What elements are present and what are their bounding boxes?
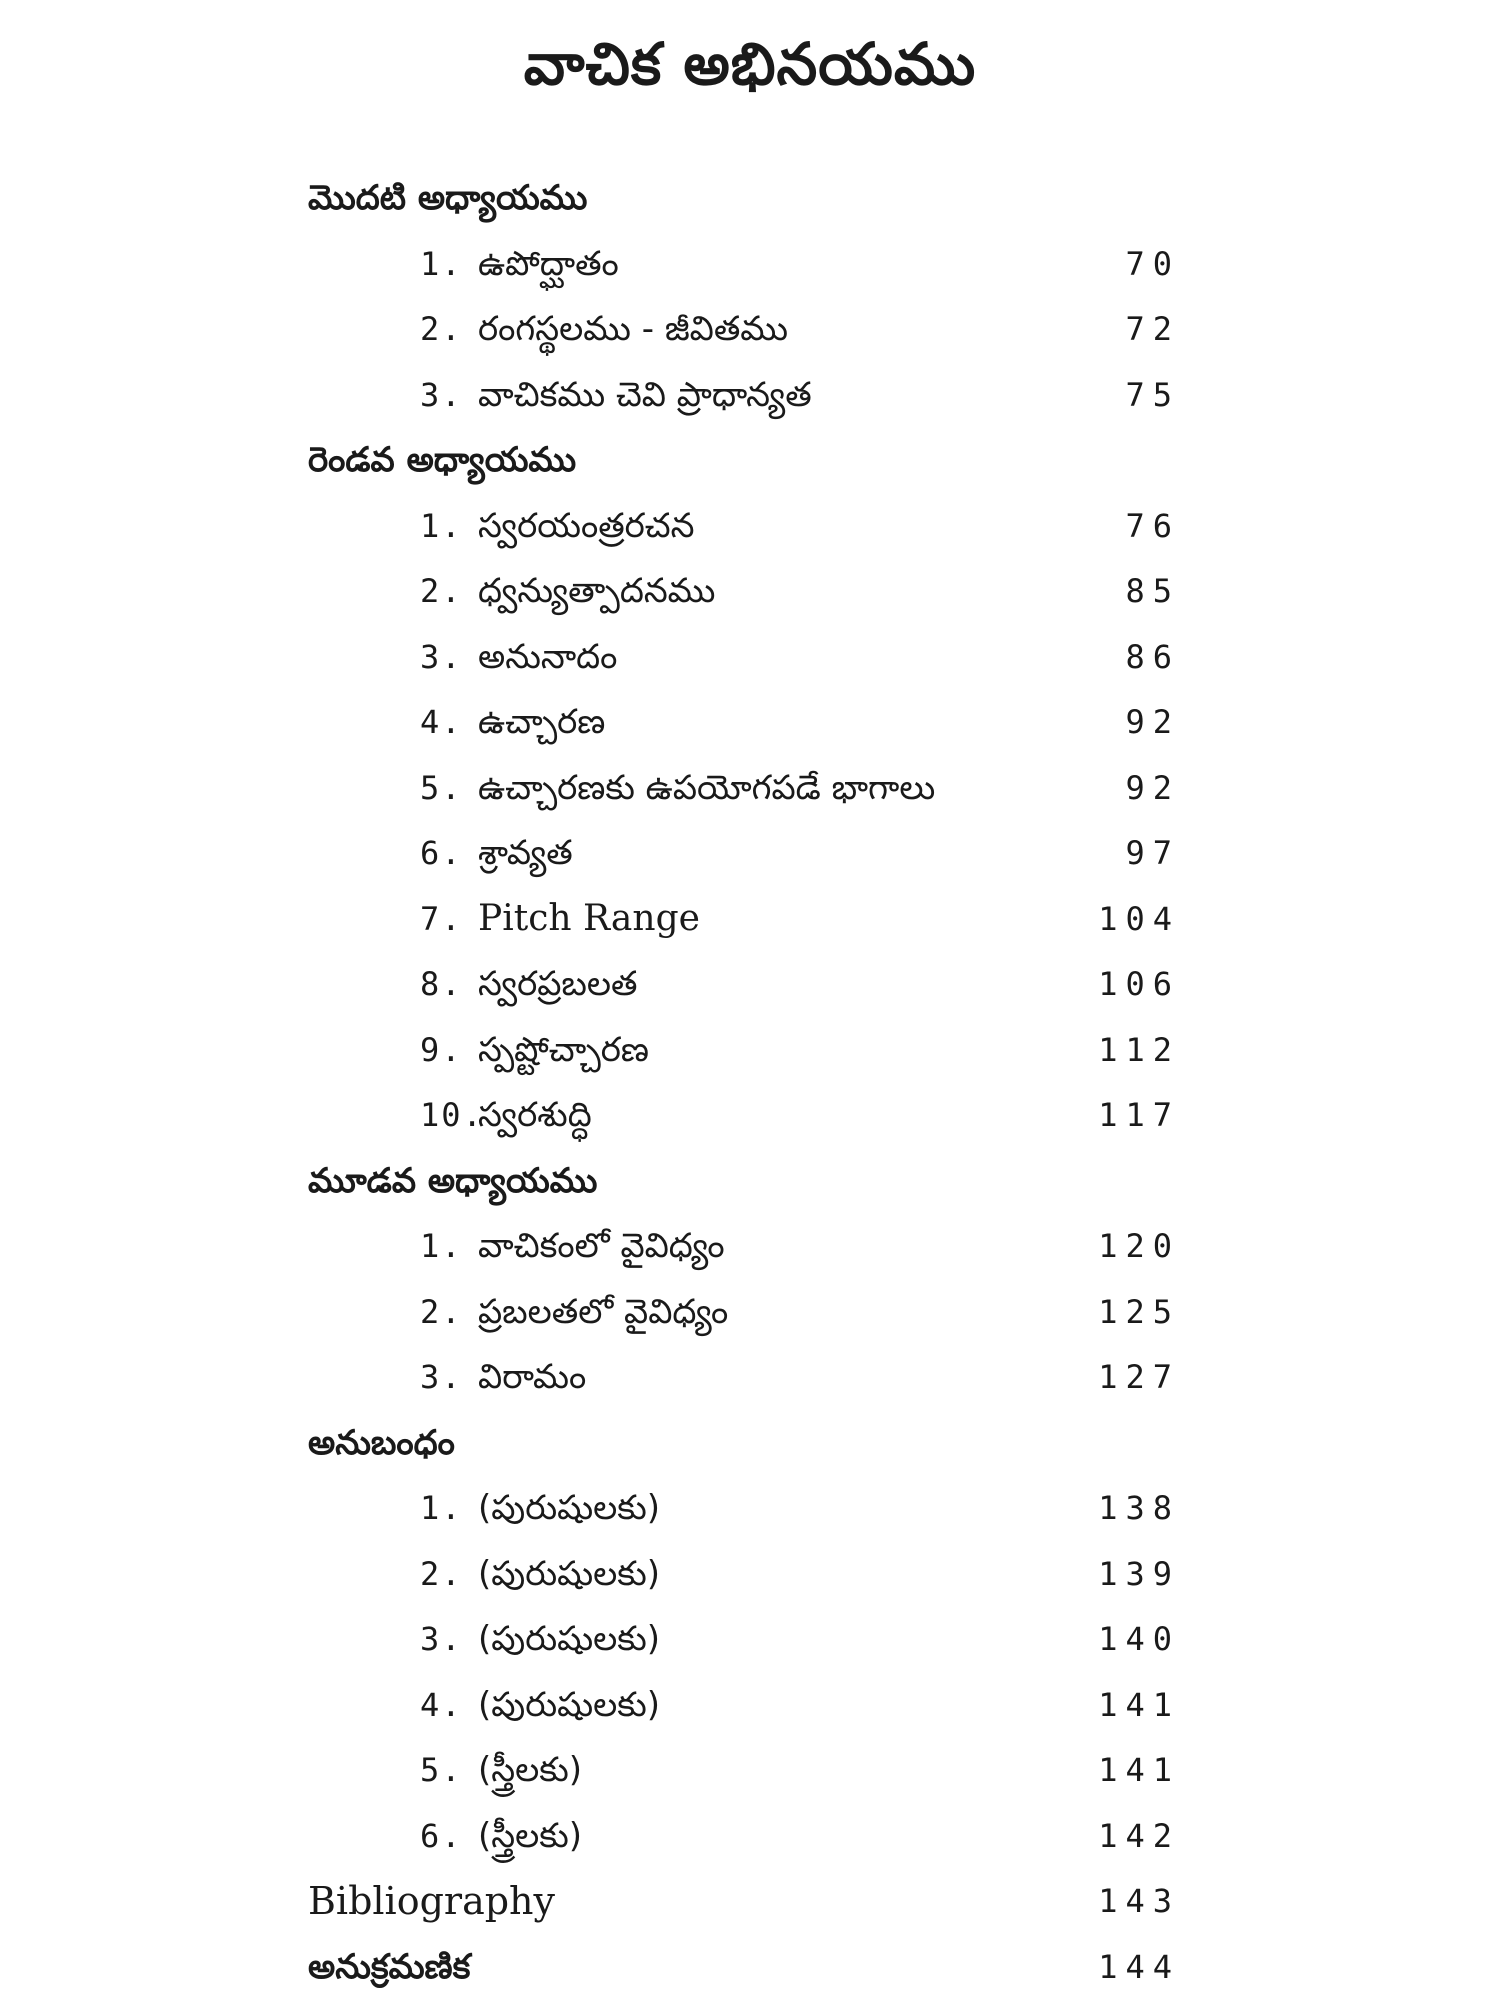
back-matter-page-number: 144 (1098, 1947, 1180, 1986)
entry-title: వాచికము చెవి ప్రాధాన్యత (478, 374, 812, 415)
toc-entry[interactable] (420, 365, 1180, 425)
entry-number: 1. (420, 1227, 463, 1265)
entry-title: వాచికంలో వైవిధ్యం (478, 1226, 725, 1266)
toc-entry[interactable] (420, 1544, 1180, 1604)
chapter-heading: మూడవ అధ్యాయము (308, 1160, 598, 1201)
entry-title: (పురుషులకు) (478, 1684, 661, 1725)
toc-entry[interactable] (420, 496, 1180, 556)
entry-number: 7. (420, 899, 463, 938)
toc-entry[interactable] (420, 889, 1180, 949)
entry-number: 1. (420, 1489, 463, 1527)
entry-number: 8. (420, 965, 463, 1003)
entry-title: స్వరశుద్ధి (478, 1095, 592, 1135)
entry-page-number: 86 (1125, 637, 1180, 676)
toc-entry[interactable] (420, 758, 1180, 818)
entry-number: 5. (420, 768, 463, 807)
toc-entry[interactable] (420, 1085, 1180, 1145)
entry-number: 4. (420, 703, 463, 741)
entry-number: 2. (420, 310, 463, 348)
entry-title: ప్రబలతలో వైవిధ్యం (478, 1291, 729, 1332)
toc-entry[interactable] (420, 234, 1180, 294)
entry-number: 9. (420, 1030, 463, 1069)
entry-number: 3. (420, 375, 463, 414)
entry-number: 3. (420, 637, 463, 676)
toc-entry[interactable] (420, 823, 1180, 883)
entry-title: (పురుషులకు) (478, 1488, 661, 1528)
entry-number: 2. (420, 572, 463, 610)
entry-page-number: 127 (1098, 1358, 1180, 1396)
entry-page-number: 141 (1098, 1685, 1180, 1724)
back-matter-entry[interactable] (308, 1871, 1180, 1931)
entry-page-number: 138 (1098, 1489, 1180, 1527)
entry-page-number: 104 (1098, 899, 1180, 938)
entry-title: Pitch Range (478, 897, 700, 939)
entry-page-number: 112 (1098, 1030, 1180, 1069)
entry-number: 1. (420, 506, 463, 545)
entry-page-number: 140 (1098, 1620, 1180, 1658)
toc-entry[interactable] (420, 1347, 1180, 1407)
entry-title: ఉచ్చారణ (478, 702, 606, 742)
toc-entry[interactable] (420, 1216, 1180, 1276)
entry-page-number: 92 (1125, 768, 1180, 807)
entry-number: 5. (420, 1751, 463, 1789)
entry-title: స్పష్టోచ్చారణ (478, 1029, 650, 1070)
entry-title: ఉపోద్ఘాతం (478, 243, 619, 284)
entry-number: 2. (420, 1554, 463, 1593)
toc-entry[interactable] (420, 1740, 1180, 1800)
back-matter-entry[interactable] (308, 1937, 1180, 1997)
chapter-heading: రెండవ అధ్యాయము (308, 440, 577, 480)
toc-entry[interactable] (420, 561, 1180, 621)
entry-title: రంగస్థలము - జీవితము (478, 309, 789, 349)
back-matter-title: అనుక్రమణిక (308, 1946, 471, 1987)
entry-title: (స్త్రీలకు) (478, 1750, 583, 1790)
entry-page-number: 72 (1125, 310, 1180, 348)
entry-title: స్వరప్రబలత (478, 964, 638, 1004)
entry-title: విరామం (478, 1357, 587, 1397)
entry-title: ధ్వన్యుత్పాదనము (478, 571, 716, 611)
entry-page-number: 106 (1098, 965, 1180, 1003)
toc-entry[interactable] (420, 954, 1180, 1014)
entry-number: 3. (420, 1620, 463, 1658)
entry-title: అనునాదం (478, 636, 618, 677)
entry-page-number: 139 (1098, 1554, 1180, 1593)
toc-entry[interactable] (420, 1478, 1180, 1538)
entry-title: శ్రావ్యత (478, 833, 573, 873)
entry-number: 6. (420, 1816, 463, 1855)
toc-entry[interactable] (420, 627, 1180, 687)
entry-page-number: 117 (1098, 1096, 1180, 1134)
toc-entry[interactable] (420, 1020, 1180, 1080)
toc-entry[interactable] (420, 1806, 1180, 1866)
entry-page-number: 76 (1125, 506, 1180, 545)
entry-page-number: 141 (1098, 1751, 1180, 1789)
back-matter-page-number: 143 (1098, 1882, 1180, 1920)
entry-title: ఉచ్చారణకు ఉపయోగపడే భాగాలు (478, 767, 936, 808)
entry-title: (పురుషులకు) (478, 1553, 661, 1594)
toc-entry[interactable] (420, 1282, 1180, 1342)
entry-page-number: 142 (1098, 1816, 1180, 1855)
entry-number: 3. (420, 1358, 463, 1396)
entry-page-number: 75 (1125, 375, 1180, 414)
toc-entry[interactable] (420, 1609, 1180, 1669)
entry-page-number: 70 (1125, 244, 1180, 283)
chapter-heading: అనుబంధం (308, 1422, 455, 1463)
chapter-heading: మొదటి అధ్యాయము (308, 178, 588, 218)
toc-entry[interactable] (420, 692, 1180, 752)
entry-number: 1. (420, 244, 463, 283)
toc-entry[interactable] (420, 299, 1180, 359)
page-title: వాచిక అభినయము (523, 30, 977, 98)
entry-number: 4. (420, 1685, 463, 1724)
entry-number: 6. (420, 834, 463, 872)
toc-entry[interactable] (420, 1675, 1180, 1735)
entry-page-number: 120 (1098, 1227, 1180, 1265)
entry-title: (పురుషులకు) (478, 1619, 661, 1659)
back-matter-title: Bibliography (308, 1879, 555, 1923)
entry-title: స్వరయంత్రరచన (478, 505, 695, 546)
entry-title: (స్త్రీలకు) (478, 1815, 583, 1856)
entry-page-number: 92 (1125, 703, 1180, 741)
entry-page-number: 97 (1125, 834, 1180, 872)
entry-number: 10. (420, 1096, 484, 1134)
entry-page-number: 125 (1098, 1292, 1180, 1331)
entry-number: 2. (420, 1292, 463, 1331)
entry-page-number: 85 (1125, 572, 1180, 610)
